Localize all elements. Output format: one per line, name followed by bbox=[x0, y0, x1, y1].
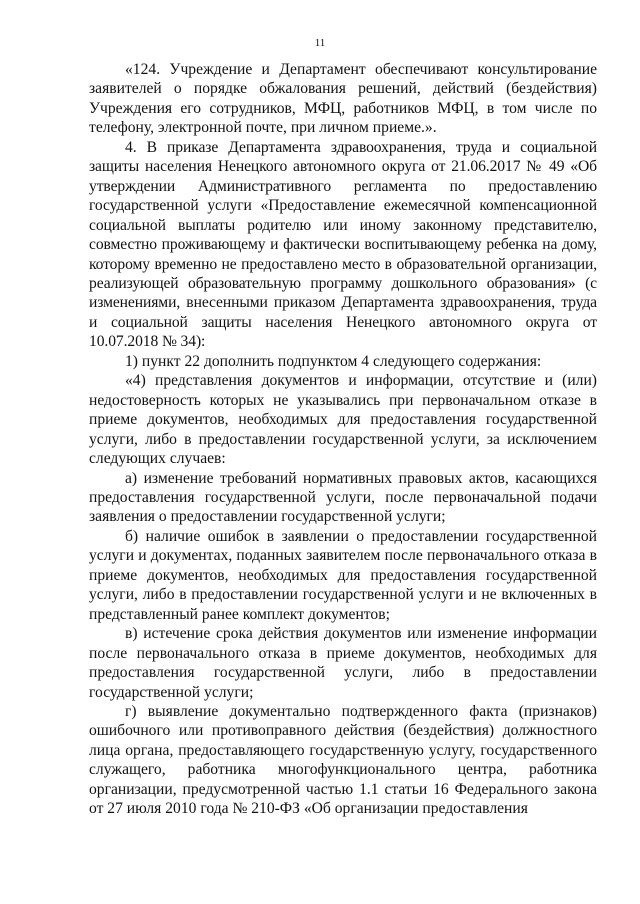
paragraph-case-v: в) истечение срока действия документов или изменение информации после первоначального отказа в приеме документов, необходимых для предоставления государственной услуги, либо в предоставлении государственной услуги; bbox=[89, 625, 597, 701]
paragraph-case-b: б) наличие ошибок в заявлении о предоставлении государственной услуги и документах, поданных заявителем после первоначального отказа в приеме документов, необходимых для предоставления государственной услуги, либо в предоставлении государственной услуги и не включенных в представленный ранее комплект документов; bbox=[89, 527, 597, 623]
document-body bbox=[89, 60, 597, 819]
paragraph-section-4: 4. В приказе Департамента здравоохранения, труда и социальной защиты населения Ненецкого автономного округа от 21.06.2017 № 49 «Об утверждении Административного регламента по предоставлению государственной услуги «Предоставление ежемесячной компенсационной социальной выплаты родителю или иному законному представителю, совместно проживающему и фактически воспитывающему ребенка на дому, которому временно не предоставлено место в образовательной организации, реализующей образовательную программу дошкольного образования» (с изменениями, внесенными приказом Департамента здравоохранения, труда и социальной защиты населения Ненецкого автономного округа от 10.07.2018 № 34): bbox=[89, 138, 597, 351]
paragraph-item-124: «124. Учреждение и Департамент обеспечивают консультирование заявителей о порядке обжалования решений, действий (бездействия) Учреждения его сотрудников, МФЦ, работников МФЦ, в том числе по телефону, электронной почте, при личном приеме.». bbox=[89, 61, 597, 137]
paragraph-subitem-1: 1) пункт 22 дополнить подпунктом 4 следующего содержания: bbox=[125, 352, 542, 370]
paragraph-case-g: г) выявление документально подтвержденного факта (признаков) ошибочного или противоправного действия (бездействия) должностного лица органа, предоставляющего государственную услугу, государственного служащего, работника многофункционального центра, работника организации, предусмотренной частью 1.1 статьи 16 Федерального закона от 27 июля 2010 года № 210-ФЗ «Об организации предоставления bbox=[89, 702, 597, 818]
page-number: 11 bbox=[314, 37, 326, 49]
paragraph-subitem-4: «4) представления документов и информации, отсутствие и (или) недостоверность которых не указывались при первоначальном отказе в приеме документов, необходимых для предоставления государственной услуги, либо в предоставлении государственной услуги, за исключением следующих случаев: bbox=[89, 372, 597, 468]
paragraph-case-a: а) изменение требований нормативных правовых актов, касающихся предоставления государственной услуги, после первоначальной подачи заявления о предоставлении государственной услуги; bbox=[89, 469, 597, 526]
